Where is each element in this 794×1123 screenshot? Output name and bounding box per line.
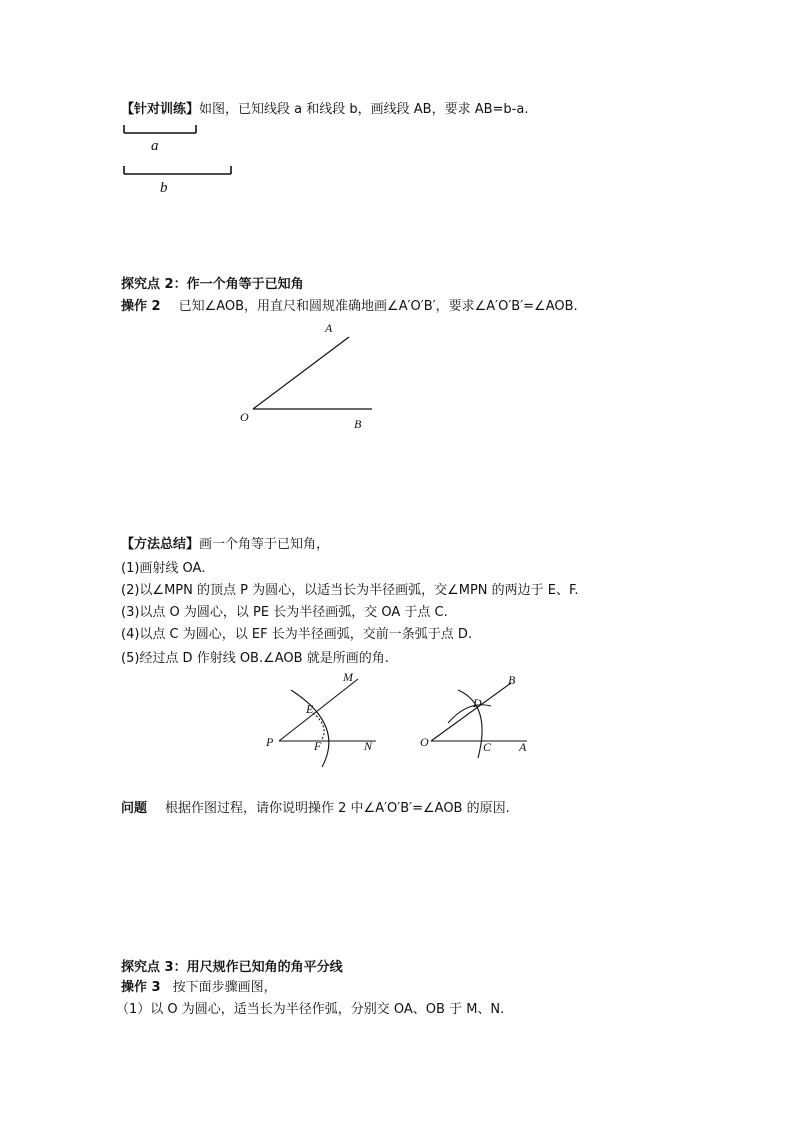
segment-a — [124, 125, 196, 133]
fig2-label-b: B — [508, 673, 516, 687]
seg-a-label: a — [151, 138, 159, 154]
method-step-3: (3)以点 O 为圆心，以 PE 长为半径画弧，交 OA 于点 C. — [121, 605, 448, 620]
method-step-1: (1)画射线 OA. — [121, 561, 206, 576]
point3-op-text: 按下面步骤画图， — [172, 980, 277, 995]
seg-b-label: b — [160, 180, 168, 196]
fig1-label-n: N — [364, 739, 373, 753]
fig1-label-m: M — [343, 670, 353, 684]
method-step-5: (5)经过点 D 作射线 OB.∠AOB 就是所画的角. — [121, 651, 389, 666]
fig-label-a: A — [325, 321, 333, 335]
fig2-label-o: O — [420, 735, 429, 749]
segment-b — [124, 166, 231, 174]
point3-op-line — [121, 979, 277, 997]
point3-step-1: （1）以 O 为圆心，适当长为半径作弧，分别交 OA、OB 于 M、N. — [116, 1002, 505, 1017]
fig2-label-c: C — [483, 740, 492, 754]
method-figure-mpn — [279, 679, 376, 767]
training-tag: 【针对训练】 — [121, 102, 200, 117]
method-tag: 【方法总结】 — [121, 537, 200, 552]
method-step-4: (4)以点 C 为圆心，以 EF 长为半径画弧，交前一条弧于点 D. — [121, 627, 472, 642]
fig1-label-f: F — [314, 739, 322, 753]
method-intro: 画一个角等于已知角， — [199, 537, 330, 552]
question-text: 根据作图过程，请你说明操作 2 中∠A′O′B′=∠AOB 的原因. — [165, 801, 510, 816]
training-text: 如图，已知线段 a 和线段 b，画线段 AB，要求 AB=b-a. — [199, 102, 529, 117]
fig2-label-d: D — [473, 696, 482, 710]
point3-heading: 探究点 3：用尺规作已知角的角平分线 — [121, 960, 343, 975]
question-label: 问题 — [121, 801, 148, 816]
method-figure-aob — [431, 683, 527, 758]
fig1-label-p: P — [266, 735, 274, 749]
point2-op-line — [121, 298, 578, 316]
question-line — [121, 800, 510, 818]
angle-aob-figure — [253, 337, 372, 409]
point3-op-label: 操作 3 — [121, 980, 161, 995]
point2-op-text: 已知∠AOB，用直尺和圆规准确地画∠A′O′B′，要求∠A′O′B′=∠AOB. — [178, 299, 578, 314]
fig-label-o: O — [240, 410, 249, 424]
method-intro-line — [121, 536, 329, 554]
method-step-2: (2)以∠MPN 的顶点 P 为圆心，以适当长为半径画弧，交∠MPN 的两边于 E、F. — [121, 583, 579, 598]
point2-heading: 探究点 2：作一个角等于已知角 — [121, 277, 304, 292]
fig-label-b: B — [354, 417, 362, 431]
fig1-label-e: E — [306, 702, 314, 716]
fig2-label-a: A — [519, 740, 527, 754]
point2-op-label: 操作 2 — [121, 299, 161, 314]
